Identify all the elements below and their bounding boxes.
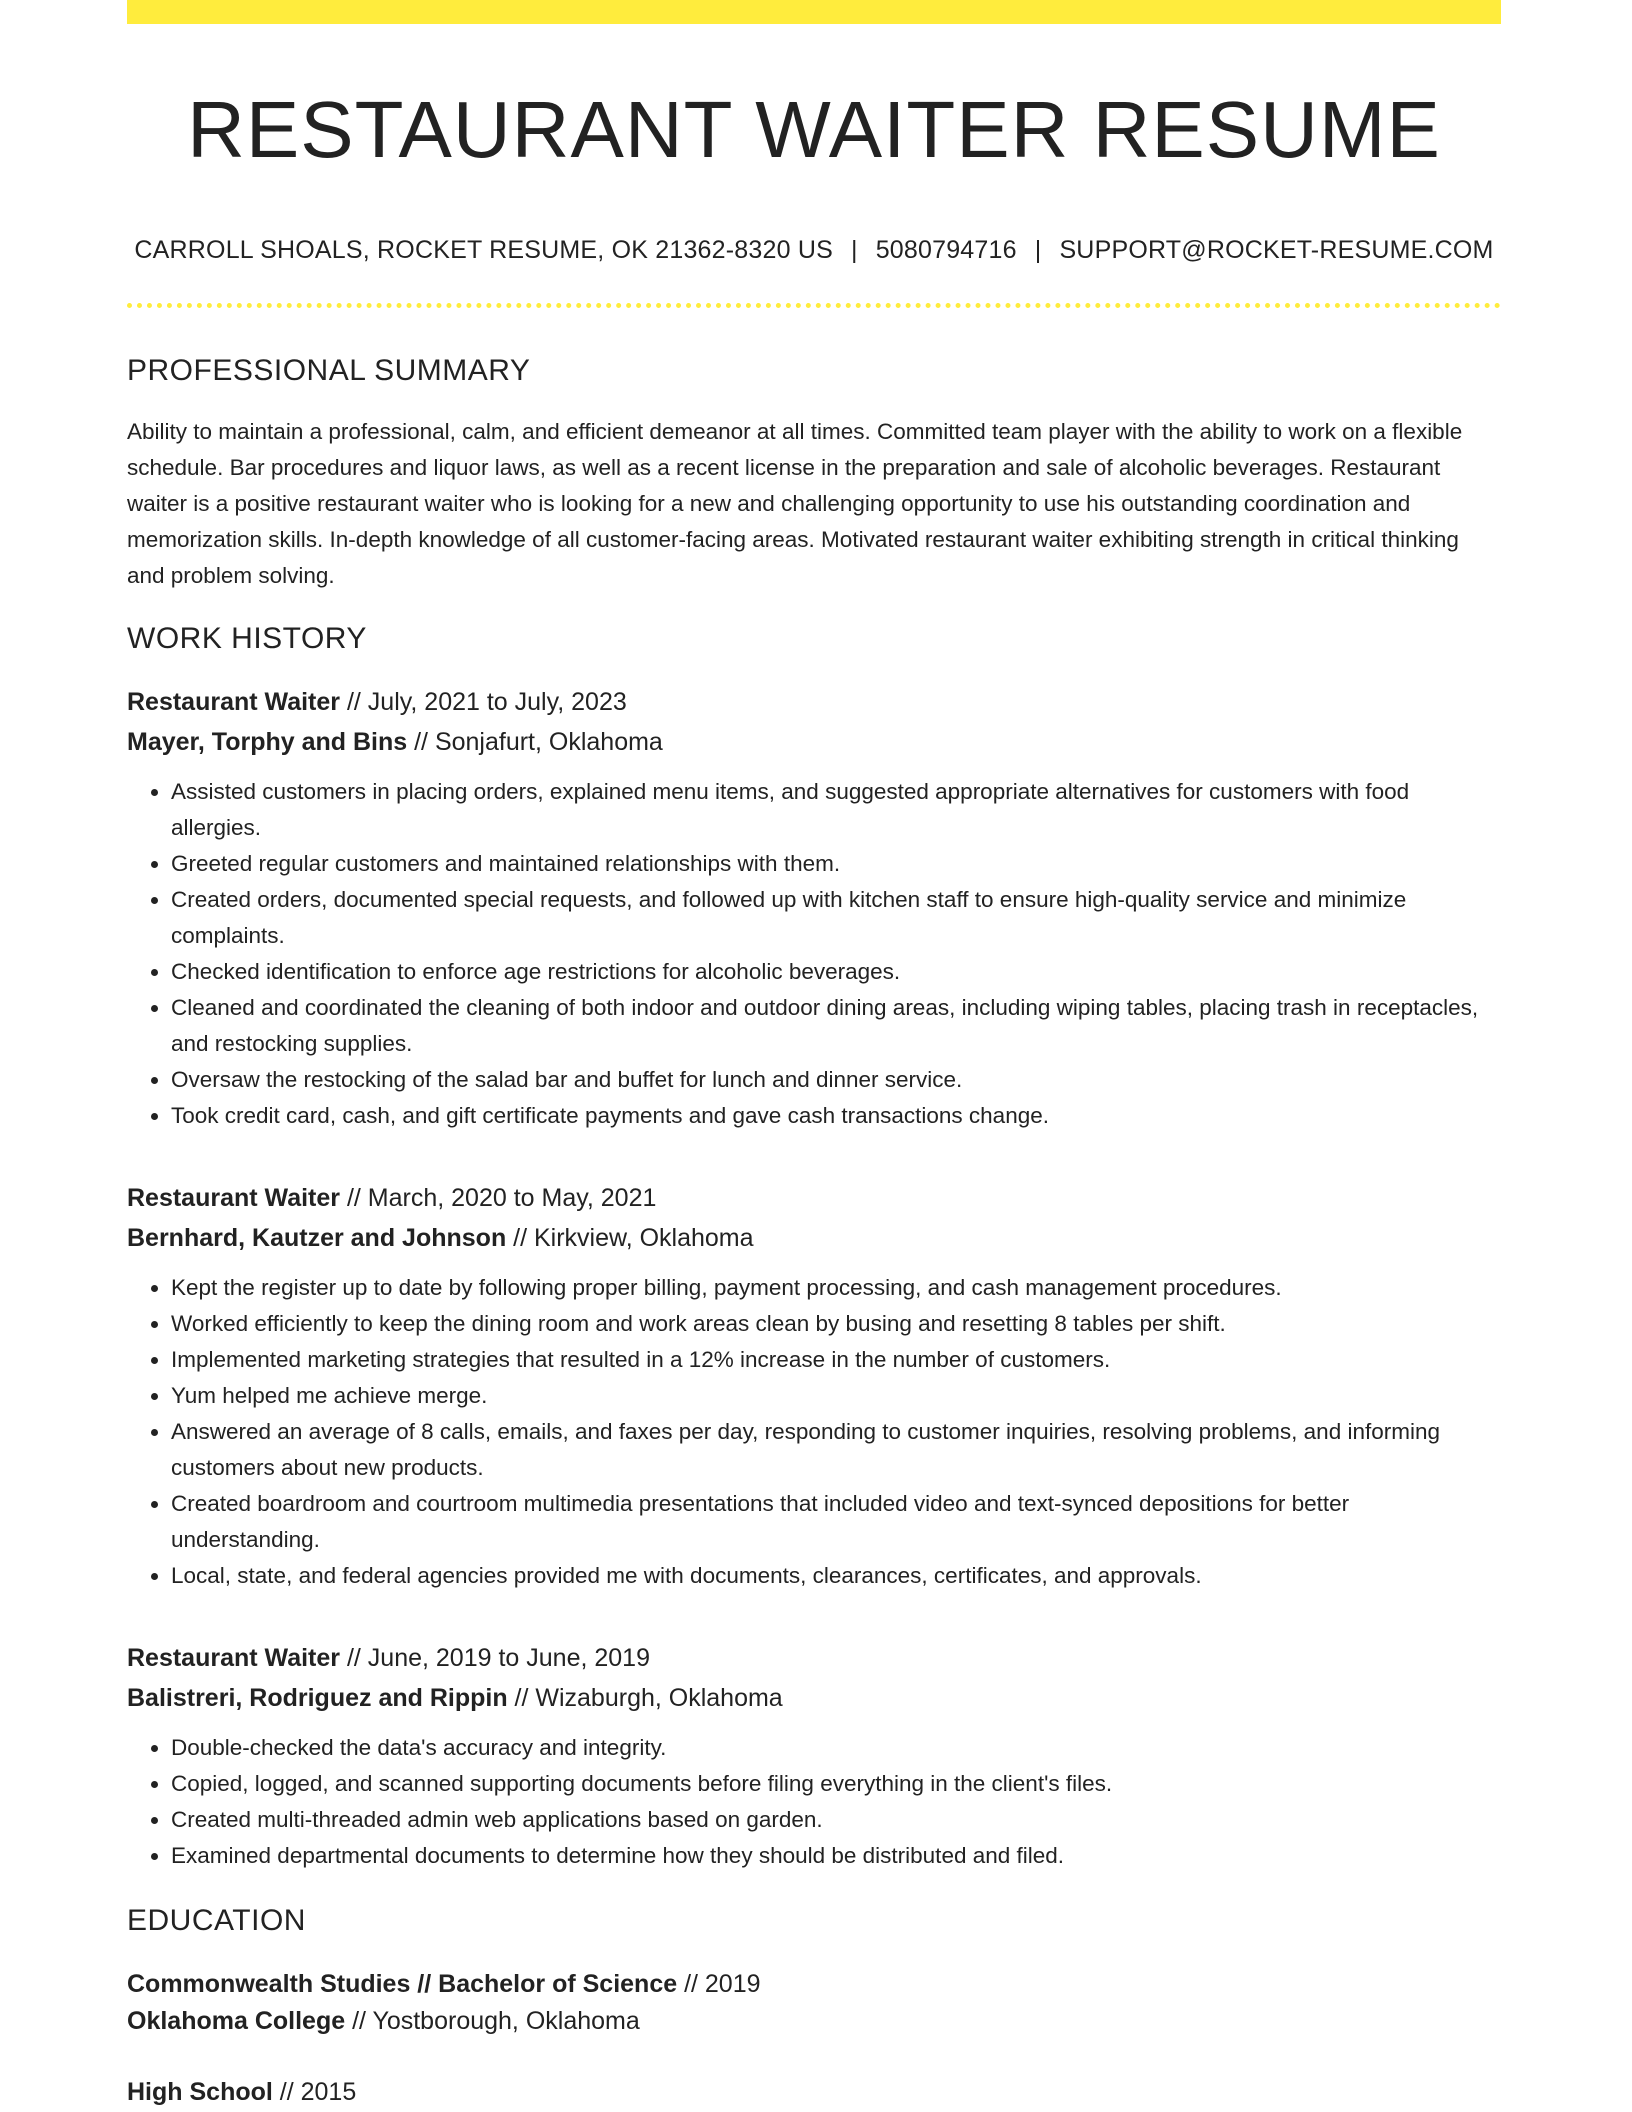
job-bullet: • Local, state, and federal agencies provided me with documents, clearances, certificates, and approvals. xyxy=(171,1558,1501,1594)
education-school-line xyxy=(127,2003,1501,2040)
job-bullet-list xyxy=(127,774,1501,1134)
resume-title: RESTAURANT WAITER RESUME xyxy=(187,85,1441,174)
education-degree: Commonwealth Studies // Bachelor of Science xyxy=(127,1970,678,1998)
job-location: // Kirkview, Oklahoma xyxy=(506,1224,754,1252)
job-location: // Wizaburgh, Oklahoma xyxy=(507,1684,783,1712)
job-bullet: • Examined departmental documents to determine how they should be distributed and filed. xyxy=(171,1838,1501,1874)
job-title: Restaurant Waiter xyxy=(127,1184,341,1212)
education-degree-line xyxy=(127,2074,1501,2111)
job-bullet: • Created orders, documented special requests, and followed up with kitchen staff to ensure high-quality service and minimize complaints. xyxy=(171,882,1501,954)
education-heading: EDUCATION xyxy=(127,1904,306,1937)
job-entry xyxy=(127,1638,1501,1874)
summary-text: Ability to maintain a professional, calm, and efficient demeanor at all times. Committed team player with the ability to work on a flexible schedule. Bar procedures and liquor laws, as well as a recent license in the preparation and sale of alcoholic beverages. Restaurant waiter is a positive restaurant waiter who is looking for a new and challenging opportunity to use his outstanding coordination and memorization skills. In-depth knowledge of all customer-facing areas. Motivated restaurant waiter exhibiting strength in critical thinking and problem solving. xyxy=(127,419,1463,588)
contact-email: SUPPORT@ROCKET-RESUME.COM xyxy=(1059,236,1494,264)
job-bullet: • Assisted customers in placing orders, explained menu items, and suggested appropriate alternatives for customers with food allergies. xyxy=(171,774,1501,846)
education-year: // 2019 xyxy=(677,1970,761,1998)
job-bullet-list xyxy=(127,1730,1501,1874)
job-bullet: • Oversaw the restocking of the salad bar and buffet for lunch and dinner service. xyxy=(171,1062,1501,1098)
contact-address: CARROLL SHOALS, ROCKET RESUME, OK 21362-8320 US xyxy=(134,236,833,264)
job-bullet: • Double-checked the data's accuracy and integrity. xyxy=(171,1730,1501,1766)
job-company-line xyxy=(127,1218,1501,1258)
job-bullet: • Greeted regular customers and maintained relationships with them. xyxy=(171,846,1501,882)
contact-phone: 5080794716 xyxy=(875,236,1017,264)
work-history-list xyxy=(127,682,1501,1874)
job-bullet: • Copied, logged, and scanned supporting documents before filing everything in the client's files. xyxy=(171,1766,1501,1802)
resume-page xyxy=(127,0,1501,2111)
job-bullet: • Created multi-threaded admin web applications based on garden. xyxy=(171,1802,1501,1838)
job-bullet: • Implemented marketing strategies that resulted in a 12% increase in the number of customers. xyxy=(171,1342,1501,1378)
job-bullet: • Worked efficiently to keep the dining room and work areas clean by busing and resetting 8 tables per shift. xyxy=(171,1306,1501,1342)
job-company: Balistreri, Rodriguez and Rippin xyxy=(127,1684,508,1712)
job-title-line xyxy=(127,1178,1501,1218)
job-location: // Sonjafurt, Oklahoma xyxy=(407,728,663,756)
education-entry xyxy=(127,2074,1501,2111)
job-company-line xyxy=(127,722,1501,762)
education-location: // Yostborough, Oklahoma xyxy=(345,2007,640,2035)
education-degree: High School xyxy=(127,2078,273,2106)
education-degree-line xyxy=(127,1966,1501,2003)
top-accent-bar xyxy=(127,0,1501,24)
job-bullet-list xyxy=(127,1270,1501,1594)
job-bullet: • Kept the register up to date by following proper billing, payment processing, and cash management procedures. xyxy=(171,1270,1501,1306)
education-list xyxy=(127,1966,1501,2111)
summary-heading: PROFESSIONAL SUMMARY xyxy=(127,354,531,387)
job-entry xyxy=(127,1178,1501,1594)
job-title: Restaurant Waiter xyxy=(127,1644,341,1672)
job-dates: // June, 2019 to June, 2019 xyxy=(340,1644,650,1672)
job-company: Bernhard, Kautzer and Johnson xyxy=(127,1224,507,1252)
job-dates: // July, 2021 to July, 2023 xyxy=(340,688,627,716)
education-year: // 2015 xyxy=(272,2078,357,2106)
education-entry xyxy=(127,1966,1501,2040)
job-bullet: • Answered an average of 8 calls, emails, and faxes per day, responding to customer inquiries, resolving problems, and informing customers about new products. xyxy=(171,1414,1501,1486)
job-company: Mayer, Torphy and Bins xyxy=(127,728,408,756)
education-school: Oklahoma College xyxy=(127,2007,346,2035)
job-title-line xyxy=(127,1638,1501,1678)
contact-separator: | xyxy=(1034,236,1042,264)
contact-line xyxy=(127,236,1501,265)
job-company-line xyxy=(127,1678,1501,1718)
job-bullet: • Cleaned and coordinated the cleaning of both indoor and outdoor dining areas, including wiping tables, placing trash in receptacles, and restocking supplies. xyxy=(171,990,1501,1062)
work-history-heading: WORK HISTORY xyxy=(127,622,367,655)
dotted-divider xyxy=(127,303,1501,308)
contact-separator: | xyxy=(850,236,858,264)
job-title: Restaurant Waiter xyxy=(127,688,341,716)
job-bullet: • Yum helped me achieve merge. xyxy=(171,1378,1501,1414)
job-bullet: • Took credit card, cash, and gift certificate payments and gave cash transactions change. xyxy=(171,1098,1501,1134)
job-bullet: • Checked identification to enforce age restrictions for alcoholic beverages. xyxy=(171,954,1501,990)
job-bullet: • Created boardroom and courtroom multimedia presentations that included video and text-synced depositions for better understanding. xyxy=(171,1486,1501,1558)
job-dates: // March, 2020 to May, 2021 xyxy=(340,1184,657,1212)
job-title-line xyxy=(127,682,1501,722)
job-entry xyxy=(127,682,1501,1134)
